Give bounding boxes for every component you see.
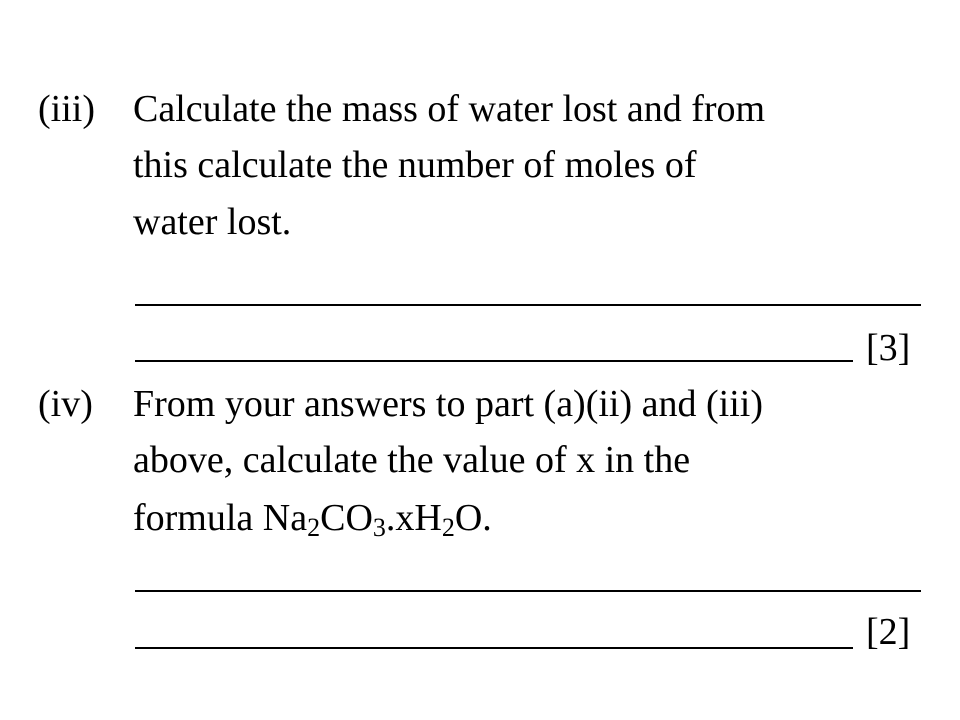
marks-label: [3] xyxy=(866,327,911,369)
question-text-line: From your answers to part (a)(ii) and (iii) xyxy=(133,383,763,425)
question-number: (iii) xyxy=(38,88,95,130)
question-text-line: this calculate the number of moles of xyxy=(133,144,697,186)
question-text-line: Calculate the mass of water lost and from xyxy=(133,88,766,130)
answer-line[interactable] xyxy=(135,360,853,362)
question-text-line: above, calculate the value of x in the xyxy=(133,439,691,481)
chemical-formula: $Na_2CO_3.xH_2O$. xyxy=(262,497,492,542)
answer-line[interactable] xyxy=(135,304,921,306)
answer-line[interactable] xyxy=(135,647,853,649)
question-number: (iv) xyxy=(38,383,93,425)
answer-line[interactable] xyxy=(135,590,921,592)
question-text-line: water lost. xyxy=(133,201,292,243)
formula-line xyxy=(133,490,492,546)
marks-label: [2] xyxy=(866,611,911,653)
formula-prefix: formula xyxy=(133,497,263,539)
